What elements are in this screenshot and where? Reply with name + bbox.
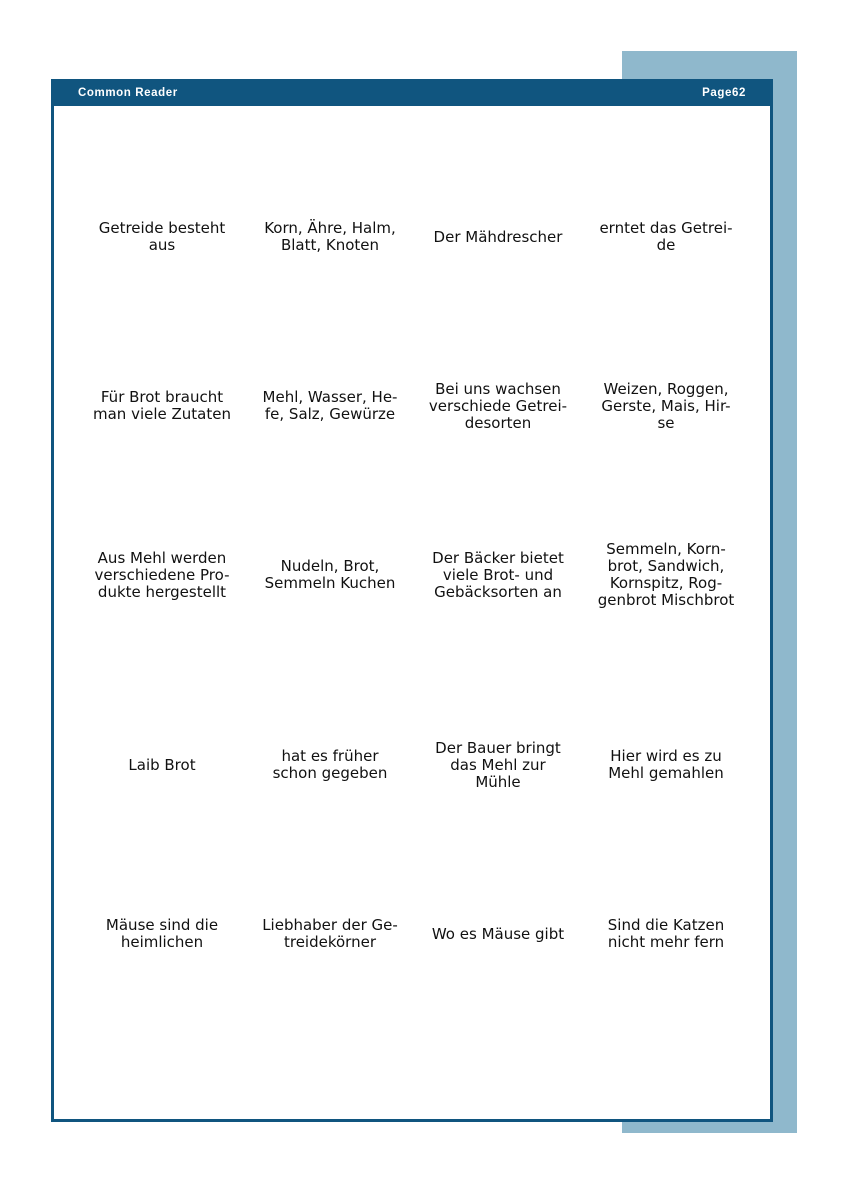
card-row [78, 884, 750, 984]
word-card-line: viele Brot- und [442, 565, 554, 584]
word-card-line: Getreide besteht [98, 219, 226, 237]
word-card-line: Mäuse sind die [105, 916, 219, 934]
card-row [78, 187, 750, 287]
page-number: Page62 [702, 87, 746, 99]
word-card-line: Gebäcksorten an [434, 582, 562, 601]
word-card [78, 187, 246, 287]
word-card-line: genbrot Mischbrot [597, 591, 735, 609]
word-card [582, 715, 750, 815]
word-card [414, 187, 582, 287]
card-row [78, 525, 750, 625]
word-card [246, 356, 414, 456]
word-card-line: desorten [464, 413, 532, 432]
word-card [414, 525, 582, 625]
word-card [582, 356, 750, 456]
word-card-line: heimlichen [120, 933, 204, 951]
word-card-line: Laib Brot [128, 755, 196, 774]
word-card-line: Weizen, Roggen, [603, 379, 729, 398]
header-title: Common Reader [78, 87, 178, 99]
word-card-line: Mehl gemahlen [608, 764, 724, 782]
word-card-line: erntet das Getrei- [599, 219, 733, 237]
word-card-line: Blatt, Knoten [280, 236, 380, 254]
word-card-line: Semmeln Kuchen [264, 574, 396, 592]
word-card-line: Der Mähdrescher [433, 227, 563, 246]
word-card-line: verschiedene Pro- [94, 565, 230, 584]
word-card-line: de [656, 236, 676, 254]
word-card-line: Gerste, Mais, Hir- [601, 396, 731, 415]
word-card-line: Korn, Ähre, Halm, [264, 219, 396, 237]
card-row [78, 356, 750, 456]
word-card-line: brot, Sandwich, [607, 557, 725, 575]
word-card-line: Bei uns wachsen [435, 379, 561, 398]
word-card-line: Sind die Katzen [607, 916, 725, 934]
word-card-line: hat es früher [281, 747, 379, 765]
word-card [414, 884, 582, 984]
word-card-line: schon gegeben [272, 764, 388, 782]
word-card-line: se [657, 413, 675, 432]
word-card [414, 356, 582, 456]
word-card-line: nicht mehr fern [607, 933, 725, 951]
word-card-line: Aus Mehl werden [97, 548, 227, 567]
word-card [582, 884, 750, 984]
word-card-line: verschiede Getrei- [428, 396, 568, 415]
word-card-line: Mühle [475, 772, 521, 791]
word-card-line: Mehl, Wasser, He- [262, 388, 398, 406]
word-card-line: man viele Zutaten [93, 405, 231, 423]
word-card-line: Wo es Mäuse gibt [431, 924, 565, 943]
word-card-line: Der Bäcker bietet [432, 548, 564, 567]
word-card-line: das Mehl zur [450, 755, 546, 774]
word-card [582, 187, 750, 287]
word-card-line: treidekörner [283, 933, 376, 951]
word-card [582, 525, 750, 625]
word-card-line: Semmeln, Korn- [606, 540, 726, 558]
word-card-line: Kornspitz, Rog- [609, 574, 723, 592]
word-card [414, 715, 582, 815]
word-card-line: dukte hergestellt [97, 582, 227, 601]
word-card [246, 187, 414, 287]
page-header [54, 82, 770, 106]
word-card [78, 356, 246, 456]
word-card-line: Liebhaber der Ge- [262, 916, 398, 934]
page-frame [51, 79, 773, 1122]
word-card-line: Hier wird es zu [610, 747, 722, 765]
word-card [78, 715, 246, 815]
word-card [246, 525, 414, 625]
word-card-line: Nudeln, Brot, [280, 557, 380, 575]
word-card-line: Der Bauer bringt [435, 738, 561, 757]
word-card [246, 884, 414, 984]
word-card [78, 884, 246, 984]
word-card-line: aus [148, 236, 176, 254]
word-card-line: fe, Salz, Gewürze [264, 405, 396, 423]
word-card-line: Für Brot braucht [100, 388, 224, 406]
word-card [246, 715, 414, 815]
card-row [78, 715, 750, 815]
word-card [78, 525, 246, 625]
